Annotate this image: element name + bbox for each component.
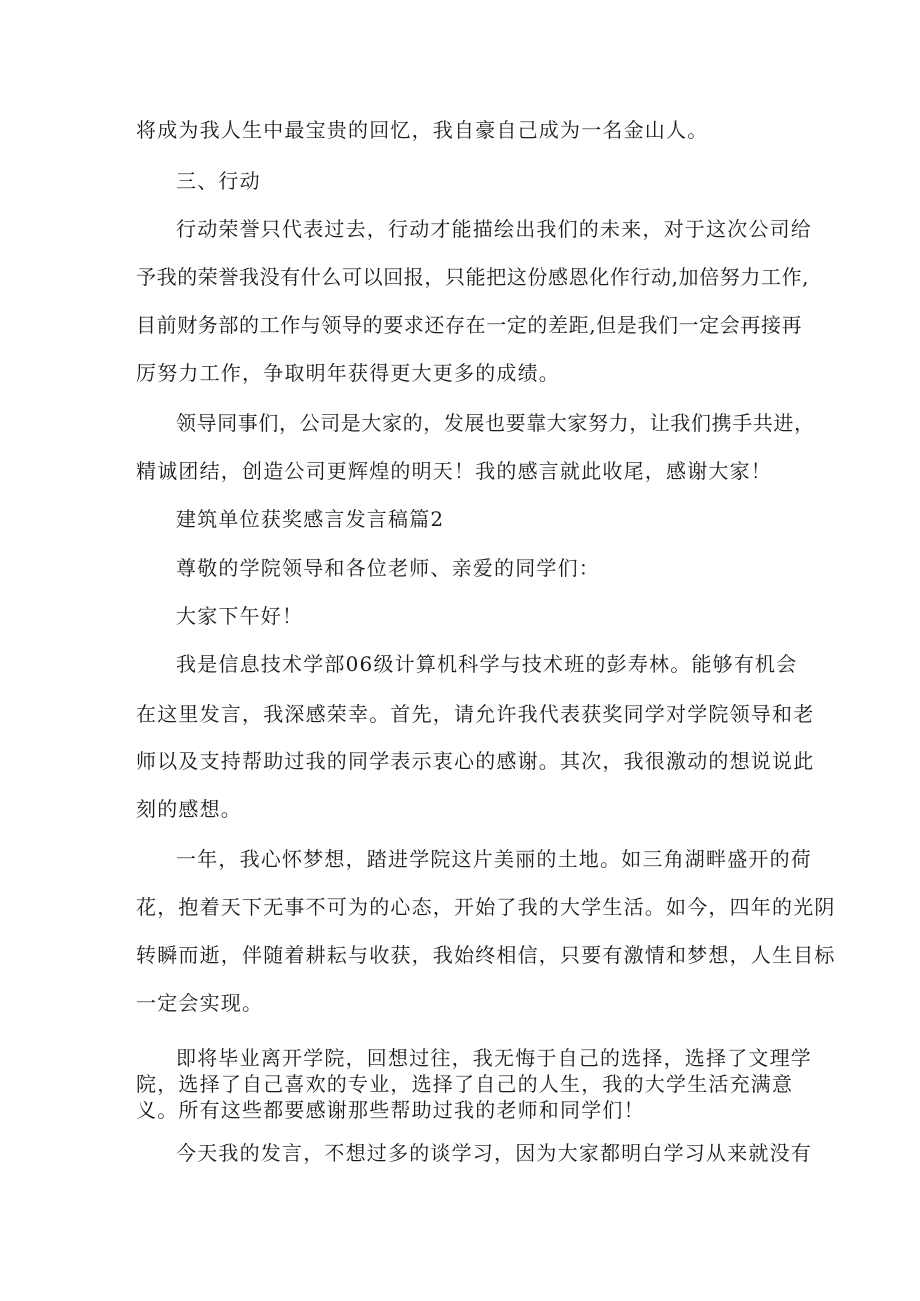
paragraph-line: 目前财务部的工作与领导的要求还存在一定的差距,但是我们一定会再接再 bbox=[136, 313, 803, 337]
paragraph-line: 在这里发言，我深感荣幸。首先，请允许我代表获奖同学对学院领导和老 bbox=[136, 702, 815, 726]
paragraph-line: 厉努力工作，争取明年获得更大更多的成绩。 bbox=[136, 361, 560, 385]
section-heading: 三、行动 bbox=[176, 169, 261, 193]
paragraph-line: 义。所有这些都要感谢那些帮助过我的老师和同学们！ bbox=[136, 1098, 645, 1122]
paragraph-line: 一年，我心怀梦想，踏进学院这片美丽的土地。如三角湖畔盛开的荷 bbox=[176, 847, 812, 871]
paragraph-line: 即将毕业离开学院，回想过往，我无悔于自己的选择，选择了文理学 bbox=[176, 1046, 812, 1070]
paragraph-line: 将成为我人生中最宝贵的回忆，我自豪自己成为一名金山人。 bbox=[136, 118, 709, 142]
paragraph-line: 花，抱着天下无事不可为的心态，开始了我的大学生活。如今，四年的光阴 bbox=[136, 895, 836, 919]
paragraph-line: 领导同事们，公司是大家的，发展也要靠大家努力，让我们携手共进， bbox=[176, 411, 815, 435]
paragraph-line: 师以及支持帮助过我的同学表示衷心的感谢。其次，我很激动的想说说此 bbox=[136, 749, 815, 773]
paragraph-line: 行动荣誉只代表过去，行动才能描绘出我们的未来，对于这次公司给 bbox=[176, 217, 812, 241]
greeting: 大家下午好！ bbox=[176, 604, 304, 628]
article-title: 建筑单位获奖感言发言稿篇2 bbox=[176, 507, 445, 531]
paragraph-line: 我是信息技术学部06级计算机科学与技术班的彭寿林。能够有机会 bbox=[176, 652, 798, 676]
salutation: 尊敬的学院领导和各位老师、亲爱的同学们： bbox=[176, 556, 600, 580]
paragraph-line: 院，选择了自己喜欢的专业，选择了自己的人生，我的大学生活充满意 bbox=[136, 1072, 794, 1096]
paragraph-line: 精诚团结，创造公司更辉煌的明天！我的感言就此收尾，感谢大家！ bbox=[136, 459, 772, 483]
paragraph-line: 予我的荣誉我没有什么可以回报，只能把这份感恩化作行动,加倍努力工作, bbox=[136, 265, 810, 289]
paragraph-line: 一定会实现。 bbox=[136, 991, 264, 1015]
paragraph-line: 今天我的发言，不想过多的谈学习，因为大家都明白学习从来就没有 bbox=[176, 1141, 812, 1165]
paragraph-line: 转瞬而逝，伴随着耕耘与收获，我始终相信，只要有激情和梦想，人生目标 bbox=[136, 943, 836, 967]
paragraph-line: 刻的感想。 bbox=[136, 797, 242, 821]
